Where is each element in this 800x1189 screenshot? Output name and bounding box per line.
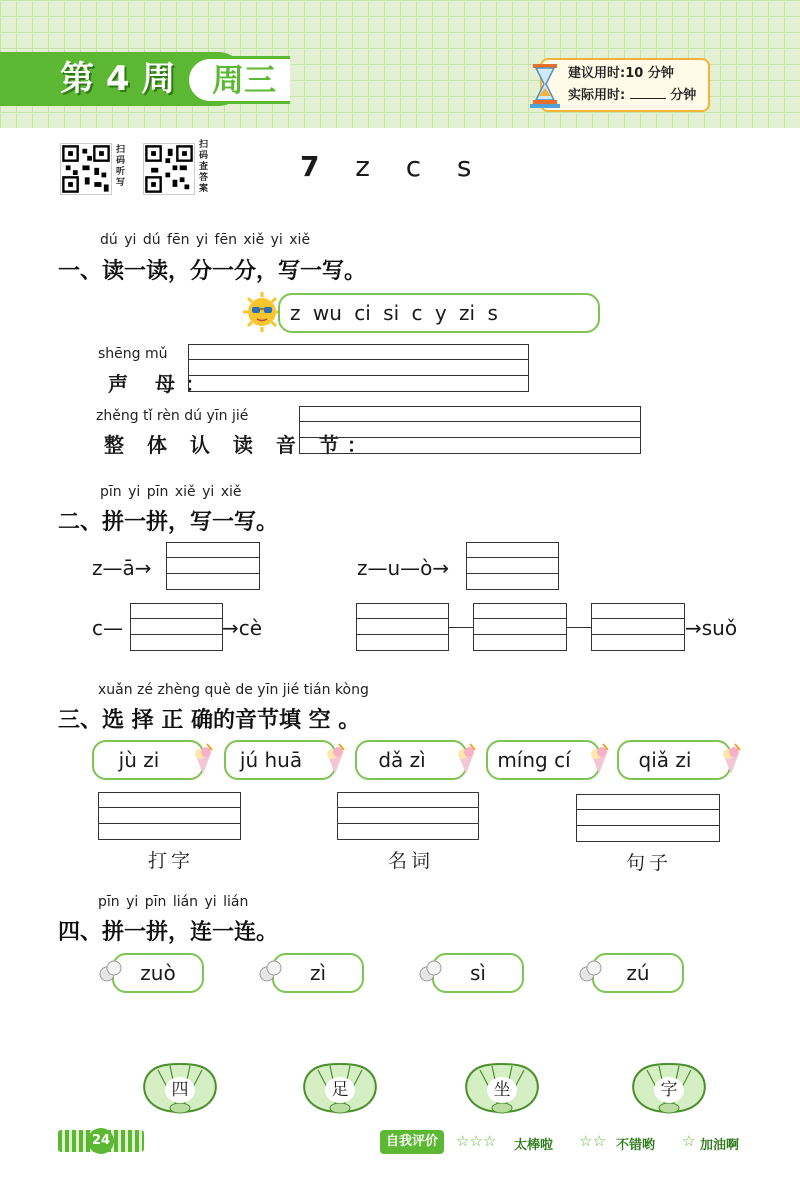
spell-ex4-box-1[interactable]: [356, 603, 449, 651]
whole-syllables-pinyin: zhěng tǐ rèn dú yīn jié: [96, 408, 249, 424]
section3-pinyin: xuǎn zé zhèng què de yīn jié tián kòng: [98, 682, 369, 698]
week-label: 第 4 周: [60, 59, 176, 99]
ice-cream-icon: [455, 742, 477, 776]
pearl-icon: [258, 958, 284, 984]
section4-pinyin: pīn yi pīn lián yi lián: [98, 894, 249, 910]
lesson-title: 7 z c s: [300, 150, 474, 183]
day-label: 周三: [212, 61, 277, 99]
actual-time-blank[interactable]: [630, 87, 666, 99]
spell-ex4-connector-1: [449, 627, 473, 628]
spell-ex4-end: →suǒ: [685, 616, 738, 640]
option-bubble[interactable]: dǎ zì: [355, 740, 467, 780]
option-bubble[interactable]: jù zi: [92, 740, 204, 780]
initials-pinyin: shēng mǔ: [98, 346, 168, 362]
actual-time: 实际用时: 分钟: [568, 88, 697, 103]
qr-caption-answers: 扫码查答案: [199, 140, 209, 194]
qr-caption-dictation: 扫码听写: [116, 145, 126, 188]
qr-code-dictation[interactable]: [60, 143, 112, 195]
pearl-icon: [418, 958, 444, 984]
shell-character[interactable]: 字: [654, 1077, 684, 1103]
eval-try: 加油啊: [700, 1138, 740, 1153]
connect-syllable[interactable]: zuò: [112, 953, 204, 993]
ice-cream-icon: [324, 742, 346, 776]
eval-good: 不错哟: [616, 1138, 656, 1153]
whole-syllables-writing-lines[interactable]: [299, 406, 641, 454]
ice-cream-icon: [588, 742, 610, 776]
qr-code-answers[interactable]: [143, 143, 195, 195]
answer-lines-mingci[interactable]: [337, 792, 479, 840]
ice-cream-icon: [192, 742, 214, 776]
section1-title: 一、读一读，分一分，写一写。: [58, 259, 367, 284]
section2-pinyin: pīn yi pīn xiě yi xiě: [100, 484, 242, 500]
section2-title: 二、拼一拼，写一写。: [58, 510, 279, 535]
initials-writing-lines[interactable]: [188, 344, 529, 392]
option-bubble[interactable]: qiǎ zi: [617, 740, 731, 780]
ice-cream-icon: [720, 742, 742, 776]
option-bubble[interactable]: míng cí: [486, 740, 600, 780]
shell-character[interactable]: 坐: [487, 1077, 517, 1103]
initials-label: 声 母：: [108, 372, 215, 396]
answer-lines-dazi[interactable]: [98, 792, 241, 840]
section3-title: 三、选 择 正 确的音节填 空 。: [58, 708, 361, 733]
page-number: 24: [88, 1128, 114, 1154]
connect-syllable[interactable]: sì: [432, 953, 524, 993]
spell-ex3-end: →cè: [222, 616, 263, 640]
spell-ex3-box[interactable]: [130, 603, 223, 651]
spell-ex4-box-2[interactable]: [473, 603, 567, 651]
hourglass-icon: [530, 62, 560, 108]
section4-title: 四、拼一拼，连一连。: [58, 920, 279, 945]
spell-ex3-start: c—: [92, 616, 123, 640]
spell-ex1-box[interactable]: [166, 542, 260, 590]
word-juzi: 句子: [626, 852, 673, 874]
answer-lines-juzi[interactable]: [576, 794, 720, 842]
spell-ex4-box-3[interactable]: [591, 603, 685, 651]
spell-ex2: z—u—ò→: [357, 556, 450, 580]
syllable-bank: z wu ci si c y zi s: [278, 293, 600, 333]
word-dazi: 打字: [148, 850, 195, 872]
star-icon[interactable]: ☆☆☆: [456, 1132, 497, 1150]
word-mingci: 名词: [388, 850, 435, 872]
suggested-time: 建议用时:10 分钟: [568, 66, 674, 81]
connect-syllable[interactable]: zú: [592, 953, 684, 993]
shell-character[interactable]: 足: [325, 1077, 355, 1103]
time-box: [540, 58, 710, 112]
option-bubble[interactable]: jú huā: [224, 740, 336, 780]
section1-pinyin: dú yi dú fēn yi fēn xiě yi xiě: [100, 232, 311, 248]
whole-syllables-label: 整 体 认 读 音 节：: [104, 433, 375, 457]
spell-ex2-box[interactable]: [466, 542, 559, 590]
self-eval-label: 自我评价: [380, 1130, 444, 1154]
spell-ex4-connector-2: [567, 627, 591, 628]
spell-ex1: z—ā→: [92, 556, 152, 580]
pearl-icon: [98, 958, 124, 984]
shell-character[interactable]: 四: [165, 1077, 195, 1103]
star-icon[interactable]: ☆: [682, 1132, 696, 1150]
pearl-icon: [578, 958, 604, 984]
star-icon[interactable]: ☆☆: [579, 1132, 606, 1150]
connect-syllable[interactable]: zì: [272, 953, 364, 993]
eval-great: 太棒啦: [514, 1138, 554, 1153]
